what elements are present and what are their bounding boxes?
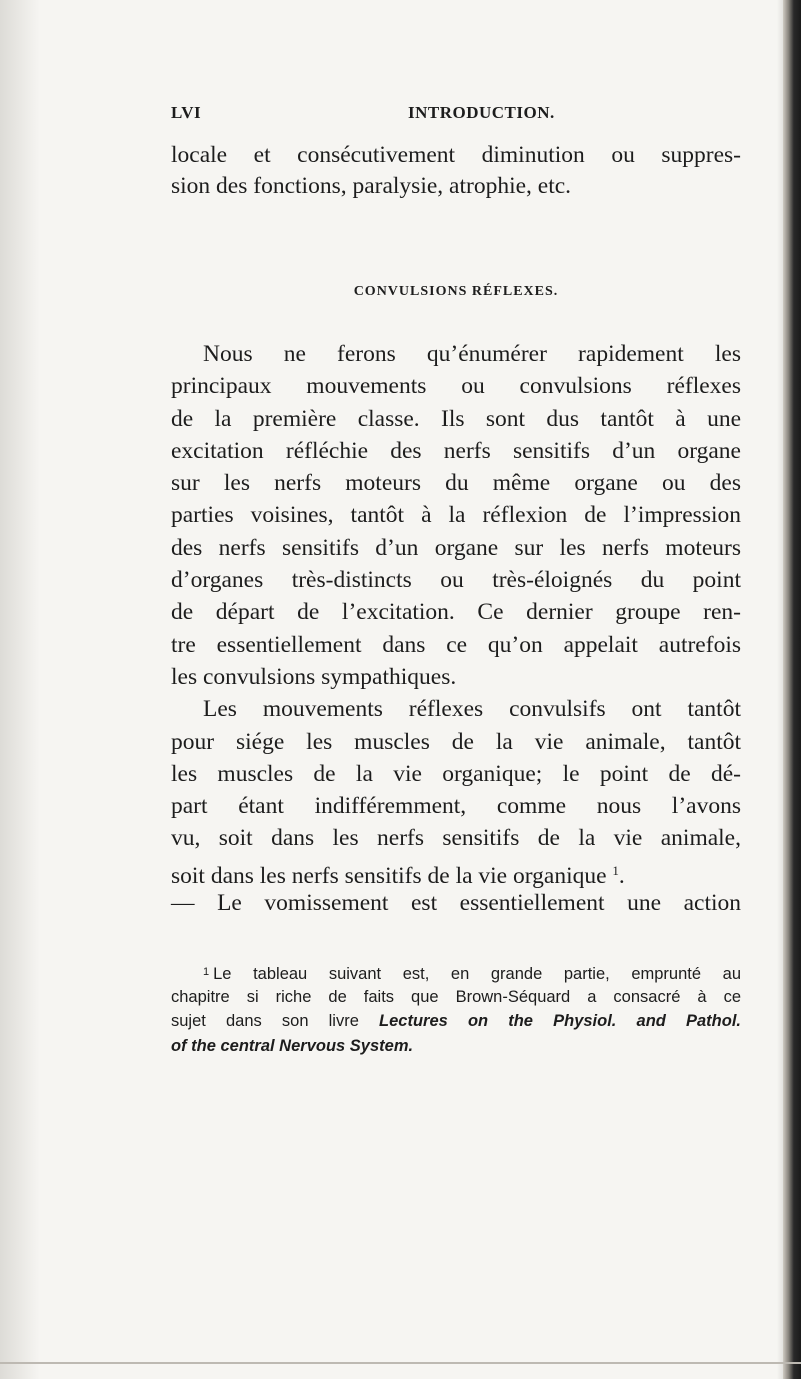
text-line: sion des fonctions, paralysie, atrophie, etc. <box>171 173 572 199</box>
text-line: les muscles de la vie organique; le point de dé- <box>171 760 741 787</box>
footnote-text: sujet dans son livre <box>171 1012 359 1030</box>
section-heading: CONVULSIONS RÉFLEXES. <box>353 284 559 299</box>
text-line-with-footnote-ref: soit dans les nerfs sensitifs de la vie organique $^1$. <box>171 862 625 889</box>
text-line: sur les nerfs moteurs du même organe ou des <box>171 470 741 497</box>
text-line: soit dans les nerfs sensitifs de la vie organique <box>171 862 607 889</box>
text-line: principaux mouvements ou convulsions réflexes <box>171 373 741 400</box>
text-line: Les mouvements réflexes convulsifs ont tantôt <box>203 696 741 723</box>
footnote-text: Le tableau suivant est, en grande partie, emprunté au <box>213 965 741 983</box>
book-title: Lectures on the Physiol. and Pathol. <box>379 1012 741 1030</box>
footnote-line <box>171 1034 741 1059</box>
footnote-line: chapitre si riche de faits que Brown-Séquard a consacré à ce <box>171 987 741 1006</box>
book-title-continued: of the central Nervous System. <box>171 1036 414 1055</box>
footnote <box>171 960 741 1058</box>
page-edge <box>783 0 801 1379</box>
text-line: tre essentiellement dans ce qu’on appelait autrefois <box>171 631 741 658</box>
running-head <box>171 103 741 129</box>
text-line: des nerfs sensitifs d’un organe sur les nerfs moteurs <box>171 534 741 561</box>
text-line: de la première classe. Ils sont dus tantôt à une <box>171 405 741 432</box>
page-gutter-shadow <box>0 0 40 1379</box>
footnote-reference: 1 <box>612 862 619 878</box>
text-line: Nous ne ferons qu’énumérer rapidement les <box>203 341 741 367</box>
text-line: parties voisines, tantôt à la réflexion de l’impression <box>171 502 741 529</box>
intro-paragraph <box>171 140 741 202</box>
text-line: vu, soit dans les nerfs sensitifs de la vie animale, <box>171 825 741 852</box>
footnote-mark: 1 <box>203 966 210 978</box>
footnote-line <box>171 960 741 985</box>
text-line: de départ de l’excitation. Ce dernier groupe ren- <box>171 599 741 626</box>
text-line: les convulsions sympathiques. <box>171 663 457 690</box>
page-bottom-edge <box>0 1362 801 1364</box>
body-text <box>171 338 741 919</box>
text-line: — Le vomissement est essentiellement une action <box>171 890 741 917</box>
running-title: INTRODUCTION. <box>408 103 555 122</box>
text-line: excitation réfléchie des nerfs sensitifs d’un organe <box>171 437 741 464</box>
footnote-line <box>171 1009 741 1034</box>
text-line: part étant indifféremment, comme nous l’avons <box>171 793 741 820</box>
text-line: d’organes très-distincts ou très-éloignés du point <box>171 567 741 594</box>
text-line: locale et consécutivement diminution ou suppres- <box>171 142 741 168</box>
text-line: pour siége les muscles de la vie animale, tantôt <box>171 728 741 755</box>
page-number: LVI <box>171 103 202 122</box>
